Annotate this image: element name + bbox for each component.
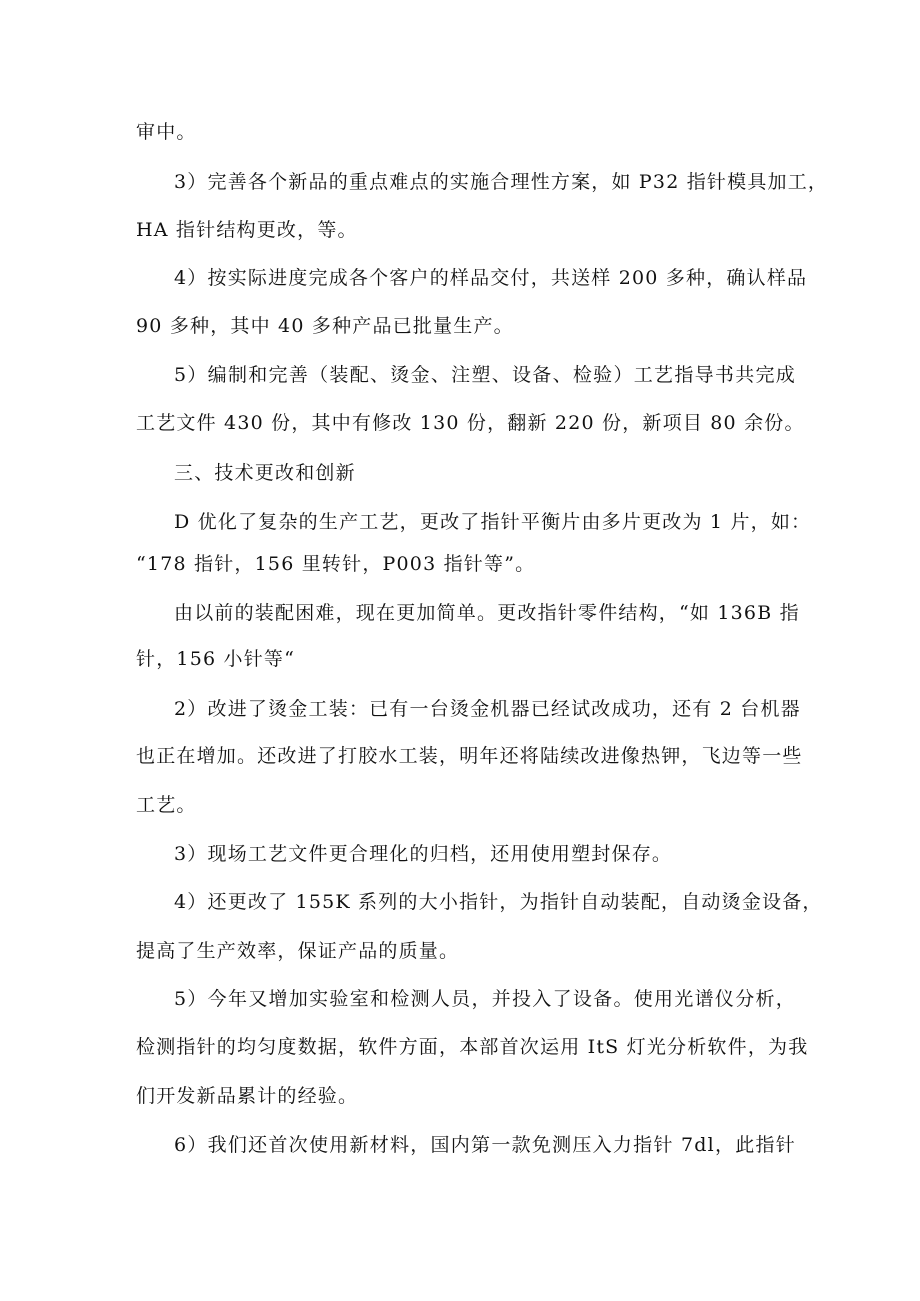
text-line: 检测指针的均匀度数据，软件方面，本部首次运用 ItS 灯光分析软件，为我 — [136, 1036, 809, 1058]
text-line: D 优化了复杂的生产工艺，更改了指针平衡片由多片更改为 1 片，如： — [174, 511, 812, 533]
text-line: 5）今年又增加实验室和检测人员，并投入了设备。使用光谱仪分析， — [174, 988, 796, 1010]
text-line: 90 多种，其中 40 多种产品已批量生产。 — [136, 315, 514, 337]
text-line: 2）改进了烫金工装：已有一台烫金机器已经试改成功，还有 2 台机器 — [174, 698, 801, 720]
text-line: 3）完善各个新品的重点难点的实施合理性方案，如 P32 指针模具加工， — [174, 171, 829, 193]
text-line: 工艺。 — [136, 794, 197, 816]
text-line: HA 指针结构更改，等。 — [136, 219, 358, 241]
text-line: 5）编制和完善（装配、烫金、注塑、设备、检验）工艺指导书共完成 — [174, 364, 796, 386]
text-line: “178 指针，156 里转针，P003 指针等”。 — [136, 553, 536, 575]
text-line: 由以前的装配困难，现在更加简单。更改指针零件结构，“如 136B 指 — [174, 602, 800, 624]
text-line: 们开发新品累计的经验。 — [136, 1085, 359, 1107]
text-line: 3）现场工艺文件更合理化的归档，还用使用塑封保存。 — [174, 843, 673, 865]
text-line: 提高了生产效率，保证产品的质量。 — [136, 940, 460, 962]
text-line: 4）还更改了 155K 系列的大小指针，为指针自动装配，自动烫金设备， — [174, 891, 823, 913]
text-line: 4）按实际进度完成各个客户的样品交付，共送样 200 多种，确认样品 — [174, 267, 808, 289]
text-line: 针，156 小针等“ — [136, 648, 296, 670]
text-line: 工艺文件 430 份，其中有修改 130 份，翻新 220 份，新项目 80 余份。 — [136, 412, 805, 434]
text-line: 6）我们还首次使用新材料，国内第一款免测压入力指针 7dl，此指针 — [174, 1134, 796, 1156]
text-line: 审中。 — [136, 121, 197, 143]
text-line: 也正在增加。还改进了打胶水工装，明年还将陆续改进像热钾，飞边等一些 — [136, 745, 803, 767]
section-heading: 三、技术更改和创新 — [174, 462, 356, 484]
